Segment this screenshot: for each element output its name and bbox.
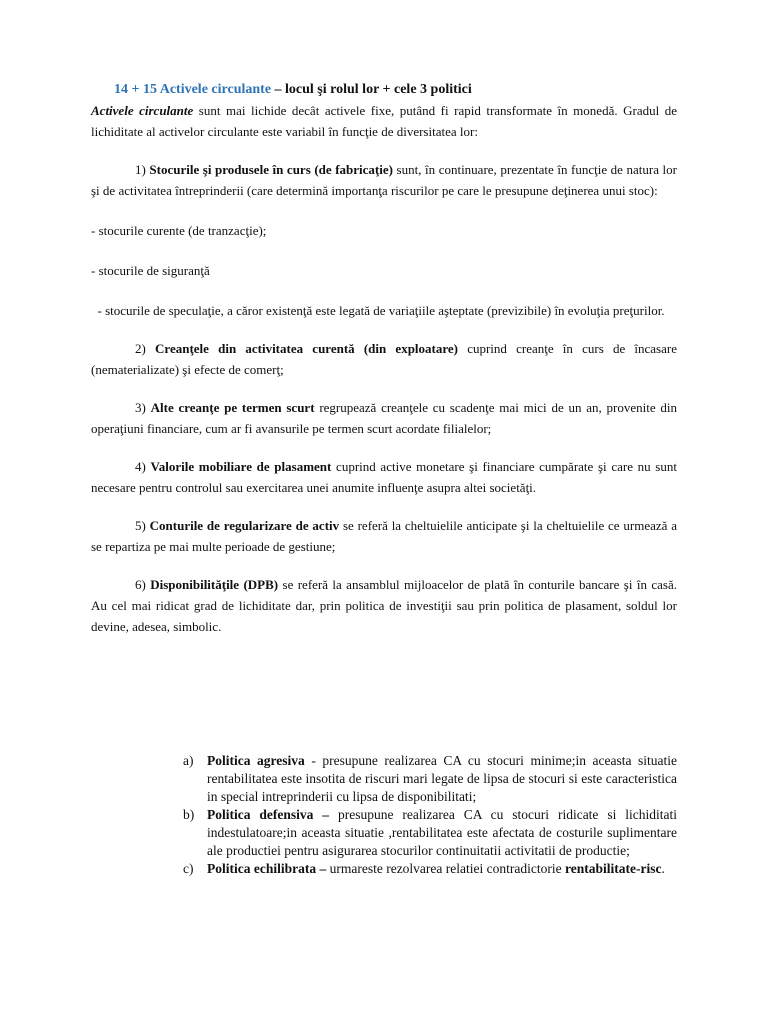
item-number: 5) [135, 518, 150, 533]
policy-name: Politica defensiva – [207, 807, 330, 822]
list-label: c) [183, 861, 194, 876]
item-heading: Disponibilităţile (DPB) [150, 577, 279, 592]
item-heading: Creanţele din activitatea curentă (din exploatare) [155, 341, 459, 356]
heading-rest: – locul şi rolul lor + cele 3 politici [271, 82, 472, 97]
item-heading: Alte creanţe pe termen scurt [150, 400, 315, 415]
stock-type-speculation: - stocurile de speculaţie, a căror existenţă este legată de variaţiile aşteptate (previzibile) în evoluţia preţurilor. [91, 303, 665, 318]
item-heading: Conturile de regularizare de activ [149, 518, 340, 533]
list-label: b) [183, 807, 195, 822]
item-number: 6) [135, 577, 151, 592]
intro-text: sunt mai lichide decât activele fixe, putând fi rapid transformate în monedă. Gradul de lichiditate al activelor circulante este variabil în funcţie de diversitatea lor: [91, 103, 677, 139]
item-number: 4) [135, 459, 151, 474]
list-item-policy-aggressive [183, 752, 677, 806]
policy-end: . [661, 861, 665, 876]
list-item-policy-balanced [183, 860, 677, 878]
policy-name: Politica agresiva [207, 753, 305, 768]
intro-lead: Activele circulante [91, 103, 194, 118]
policies-list [183, 752, 677, 878]
document-body [91, 100, 677, 637]
stock-type-safety: - stocurile de siguranţă [91, 263, 210, 278]
intro-paragraph [91, 100, 677, 142]
item-text: cuprind creanţe în curs de încasare (nematerializate) şi efecte de comerţ; [91, 341, 677, 377]
policy-description: presupune realizarea CA cu stocuri ridicate si lichiditati indestulatoare;in aceasta situatie ,rentabilitatea este afectata de costurile suplimentare ale productiei pentru asigurarea stocurilor continuitatii activitatii de productie; [207, 807, 677, 858]
item-heading: Valorile mobiliare de plasament [150, 459, 332, 474]
item-text: se referă la cheltuielile anticipate şi la cheltuielile ce urmează a se repartiza pe mai multe perioade de gestiune; [91, 518, 677, 554]
policy-description: urmareste rezolvarea relatiei contradictorie [326, 861, 565, 876]
policy-name: Politica echilibrata – [207, 861, 327, 876]
list-item-policy-defensive [183, 806, 677, 860]
list-text [207, 752, 677, 806]
policy-key-term: rentabilitate-risc [564, 861, 662, 876]
paragraph-item-2 [91, 338, 677, 380]
list-label: a) [183, 753, 194, 768]
paragraph-item-6 [91, 574, 677, 637]
item-number: 1) [135, 162, 150, 177]
stock-type-current: - stocurile curente (de tranzacţie); [91, 223, 267, 238]
item-text: sunt, în continuare, prezentate în funcţie de natura lor şi de activitatea întreprinderii (care determină importanţa riscurilor pe care le presupune deţinerea unui stoc): [91, 162, 677, 198]
paragraph-item-5 [91, 515, 677, 557]
item-heading: Stocurile şi produsele în curs (de fabricaţie) [149, 162, 393, 177]
list-text [207, 860, 677, 878]
heading-topic: Activele circulante [159, 82, 272, 97]
heading-number: 14 + 15 [114, 82, 157, 97]
item-number: 2) [135, 341, 156, 356]
section-heading [114, 81, 472, 99]
paragraph-item-4 [91, 456, 677, 498]
item-number: 3) [135, 400, 151, 415]
item-text: cuprind active monetare şi financiare cumpărate şi care nu sunt necesare pentru controlul sau exercitarea unei anumite influenţe asupra altei societăţi. [91, 459, 677, 495]
list-text [207, 806, 677, 860]
policy-description: - presupune realizarea CA cu stocuri minime;in aceasta situatie rentabilitatea este insotita de riscuri mari legate de lipsa de stocuri si este caracteristica in special intreprinderii cu lipsa de disponibilitati; [207, 753, 678, 804]
item-text: regrupează creanţele cu scadenţe mai mici de un an, provenite din operaţiuni financiare, cum ar fi avansurile pe termen scurt acordate filialelor; [91, 400, 677, 436]
item-text: se referă la ansamblul mijloacelor de plată în conturile bancare şi în casă. Au cel mai ridicat grad de lichiditate dar, prin politica de investiţii sau prin politica de plasament, soldul lor devine, adesea, simbolic. [91, 577, 677, 634]
paragraph-item-1 [91, 159, 677, 201]
paragraph-item-3 [91, 397, 677, 439]
